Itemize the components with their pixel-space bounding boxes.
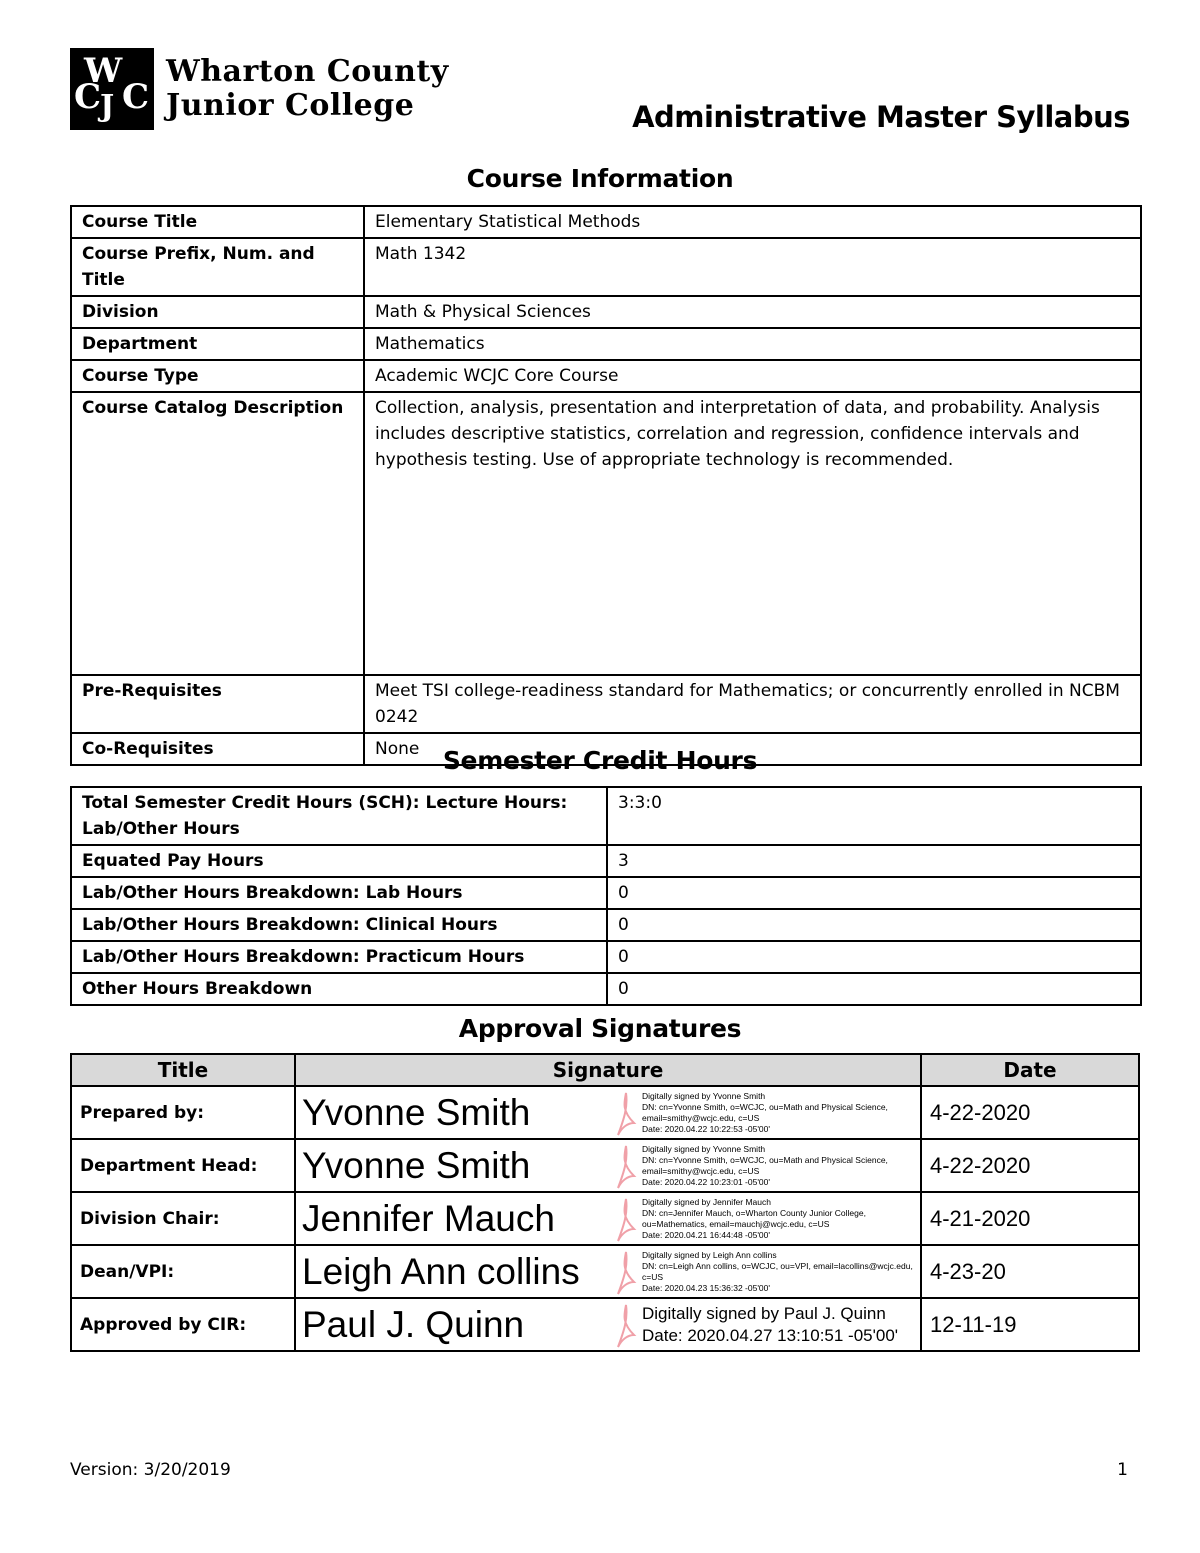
signature-cell: [295, 1192, 921, 1245]
signature-name: Jennifer Mauch: [302, 1197, 555, 1239]
approval-date: 4-22-2020: [921, 1086, 1139, 1139]
pdf-signature-icon: [614, 1195, 638, 1243]
table-row: [71, 973, 1141, 1005]
row-label: Course Catalog Description: [71, 392, 364, 675]
logo-monogram: [70, 48, 154, 130]
pdf-signature-icon: [614, 1089, 638, 1137]
column-header-date: Date: [921, 1054, 1139, 1086]
row-value: Math & Physical Sciences: [364, 296, 1141, 328]
row-label: Department: [71, 328, 364, 360]
row-value: 0: [607, 941, 1141, 973]
signature-name: Yvonne Smith: [302, 1144, 531, 1186]
approver-title: Approved by CIR:: [71, 1298, 295, 1351]
table-row: [71, 1192, 1139, 1245]
table-row: [71, 941, 1141, 973]
row-value: Academic WCJC Core Course: [364, 360, 1141, 392]
approver-title: Dean/VPI:: [71, 1245, 295, 1298]
row-label: Equated Pay Hours: [71, 845, 607, 877]
row-value: 0: [607, 909, 1141, 941]
document-title: Administrative Master Syllabus: [632, 100, 1130, 134]
credit-hours-heading: Semester Credit Hours: [442, 746, 758, 775]
row-value: Collection, analysis, presentation and interpretation of data, and probability. Analysis includes descriptive statistics, correlation and regression, confidence intervals and hypothesis testing. Use of appropriate technology is recommended.: [364, 392, 1141, 675]
approval-date: 12-11-19: [921, 1298, 1139, 1351]
row-value: 3: [607, 845, 1141, 877]
row-value: 0: [607, 973, 1141, 1005]
signature-name: Leigh Ann collins: [302, 1250, 580, 1292]
row-label: Other Hours Breakdown: [71, 973, 607, 1005]
approver-title: Division Chair:: [71, 1192, 295, 1245]
logo-line-1: Wharton County: [166, 54, 449, 89]
pdf-signature-icon: [614, 1142, 638, 1190]
college-logo: [70, 48, 449, 130]
row-label: Lab/Other Hours Breakdown: Clinical Hours: [71, 909, 607, 941]
pdf-signature-icon: [614, 1248, 638, 1296]
logo-letter: C: [122, 77, 150, 117]
row-value: Math 1342: [364, 238, 1141, 296]
signature-details: Digitally signed by Jennifer Mauch DN: cn=Jennifer Mauch, o=Wharton County Junior College, ou=Mathematics, email=mauchj@wcjc.edu, c=US Date: 2020.04.21 16:44:48 -05'00': [642, 1196, 866, 1240]
course-info-table: [70, 205, 1142, 766]
approver-title: Department Head:: [71, 1139, 295, 1192]
row-value: 0: [607, 877, 1141, 909]
approval-date: 4-23-20: [921, 1245, 1139, 1298]
footer-version: Version: 3/20/2019: [70, 1460, 231, 1480]
logo-letter: W: [84, 51, 123, 91]
signature-details: Digitally signed by Yvonne Smith DN: cn=Yvonne Smith, o=WCJC, ou=Math and Physical Science, email=smithy@wcjc.edu, c=US Date: 2020.04.22 10:23:01 -05'00': [642, 1143, 888, 1187]
signature-details: Digitally signed by Yvonne Smith DN: cn=Yvonne Smith, o=WCJC, ou=Math and Physical Science, email=smithy@wcjc.edu, c=US Date: 2020.04.22 10:22:53 -05'00': [642, 1090, 888, 1134]
table-row: [71, 238, 1141, 296]
table-row: [71, 675, 1141, 733]
table-row: [71, 877, 1141, 909]
page-number: 1: [1117, 1460, 1128, 1480]
row-label: Co-Requisites: [71, 733, 364, 765]
table-row: [71, 909, 1141, 941]
logo-letter: J: [100, 89, 115, 124]
row-value: Mathematics: [364, 328, 1141, 360]
row-value: Elementary Statistical Methods: [364, 206, 1141, 238]
logo-wordmark: [166, 55, 449, 123]
signature-cell: [295, 1298, 921, 1351]
approval-signatures-table: [70, 1053, 1140, 1352]
row-value: None: [364, 733, 1141, 765]
table-row: [71, 1139, 1139, 1192]
table-row: [71, 1298, 1139, 1351]
signature-cell: [295, 1139, 921, 1192]
table-row: [71, 360, 1141, 392]
table-row: [71, 392, 1141, 675]
course-info-heading: Course Information: [466, 164, 734, 193]
signature-cell: [295, 1245, 921, 1298]
table-row: [71, 845, 1141, 877]
approval-date: 4-22-2020: [921, 1139, 1139, 1192]
approver-title: Prepared by:: [71, 1086, 295, 1139]
table-row: [71, 787, 1141, 845]
signature-name: Paul J. Quinn: [302, 1303, 525, 1345]
table-row: [71, 296, 1141, 328]
table-row: [71, 1086, 1139, 1139]
table-row: [71, 1245, 1139, 1298]
column-header-signature: Signature: [295, 1054, 921, 1086]
row-label: Course Title: [71, 206, 364, 238]
signature-details: Digitally signed by Paul J. Quinn Date: 2020.04.27 13:10:51 -05'00': [642, 1303, 899, 1345]
logo-line-2: Junior College: [166, 88, 415, 123]
row-label: Division: [71, 296, 364, 328]
signature-cell: [295, 1086, 921, 1139]
row-label: Total Semester Credit Hours (SCH): Lecture Hours: Lab/Other Hours: [71, 787, 607, 845]
row-label: Course Type: [71, 360, 364, 392]
signature-name: Yvonne Smith: [302, 1091, 531, 1133]
row-value: Meet TSI college-readiness standard for Mathematics; or concurrently enrolled in NCBM 0242: [364, 675, 1141, 733]
row-label: Course Prefix, Num. and Title: [71, 238, 364, 296]
column-header-title: Title: [71, 1054, 295, 1086]
credit-hours-table: [70, 786, 1142, 1006]
table-row: [71, 328, 1141, 360]
pdf-signature-icon: [614, 1301, 638, 1349]
logo-letter: C: [74, 77, 102, 117]
approvals-heading: Approval Signatures: [458, 1014, 742, 1043]
row-label: Pre-Requisites: [71, 675, 364, 733]
approval-date: 4-21-2020: [921, 1192, 1139, 1245]
signature-details: Digitally signed by Leigh Ann collins DN: cn=Leigh Ann collins, o=WCJC, ou=VPI, email=lacollins@wcjc.edu, c=US Date: 2020.04.23 15:36:32 -05'00': [642, 1249, 913, 1293]
row-label: Lab/Other Hours Breakdown: Lab Hours: [71, 877, 607, 909]
table-row: [71, 206, 1141, 238]
row-value: 3:3:0: [607, 787, 1141, 845]
row-label: Lab/Other Hours Breakdown: Practicum Hours: [71, 941, 607, 973]
table-header-row: [71, 1054, 1139, 1086]
